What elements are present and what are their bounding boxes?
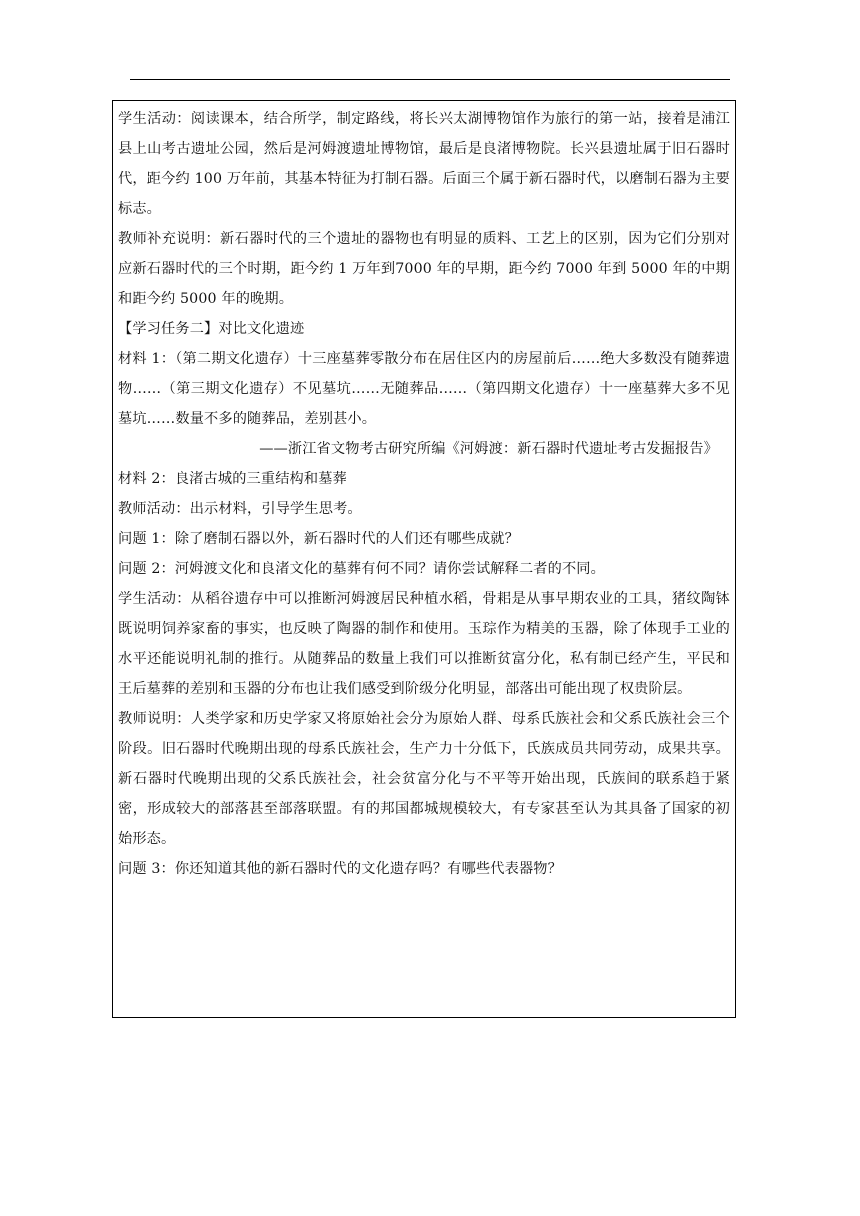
teacher-explanation: 教师说明：人类学家和历史学家又将原始社会分为原始人群、母系氏族社会和父系氏族社会三个阶段。旧石器时代晚期出现的母系氏族社会，生产力十分低下，氏族成员共同劳动，成果共享。新石器时代晚期出现的父系氏族社会，社会贫富分化与不平等开始出现，氏族间的联系趋于紧密，形成较大的部落甚至部落联盟。有的邦国都城规模较大，有专家甚至认为其具备了国家的初始形态。	[118, 711, 730, 847]
question-1: 问题 1：除了磨制石器以外，新石器时代的人们还有哪些成就？	[118, 531, 519, 547]
question-3: 问题 3：你还知道其他的新石器时代的文化遗存吗？有哪些代表器物？	[118, 861, 562, 877]
teacher-activity: 教师活动：出示材料，引导学生思考。	[118, 501, 362, 517]
material-1: 材料 1：（第二期文化遗存）十三座墓葬零散分布在居住区内的房屋前后……绝大多数没有随葬遗物……（第三期文化遗存）不见墓坑……无随葬品……（第四期文化遗存）十一座墓葬大多不见墓坑……数量不多的随葬品，差别甚小。	[118, 351, 730, 427]
student-activity-route: 学生活动：阅读课本，结合所学，制定路线，将长兴太湖博物馆作为旅行的第一站，接着是浦江县上山考古遗址公园，然后是河姆渡遗址博物馆，最后是良渚博物院。长兴县遗址属于旧石器时代，距今约 100 万年前，其基本特征为打制石器。后面三个属于新石器时代，以磨制石器为主要标志。	[118, 111, 730, 217]
question-2: 问题 2：河姆渡文化和良渚文化的墓葬有何不同？请你尝试解释二者的不同。	[118, 561, 605, 577]
material-2: 材料 2：良渚古城的三重结构和墓葬	[118, 471, 347, 487]
student-activity-analysis: 学生活动：从稻谷遗存中可以推断河姆渡居民种植水稻，骨耜是从事早期农业的工具，猪纹陶钵既说明饲养家畜的事实，也反映了陶器的制作和使用。玉琮作为精美的玉器，除了体现手工业的水平还能说明礼制的推行。从随葬品的数量上我们可以推断贫富分化，私有制已经产生，平民和王后墓葬的差别和玉器的分布也让我们感受到阶级分化明显，部落出可能出现了权贵阶层。	[118, 591, 730, 697]
teacher-supplement: 教师补充说明：新石器时代的三个遗址的器物也有明显的质料、工艺上的区别，因为它们分别对应新石器时代的三个时期，距今约 1 万年到7000 年的早期，距今约 7000 年到 5000 年的中期和距今约 5000 年的晚期。	[118, 231, 730, 307]
lesson-content	[118, 104, 730, 884]
material-1-source: ——浙江省文物考古研究所编《河姆渡：新石器时代遗址考古发掘报告》	[259, 441, 718, 457]
learning-task-two-heading: 【学习任务二】对比文化遗迹	[118, 321, 305, 337]
header-rule	[130, 79, 730, 80]
